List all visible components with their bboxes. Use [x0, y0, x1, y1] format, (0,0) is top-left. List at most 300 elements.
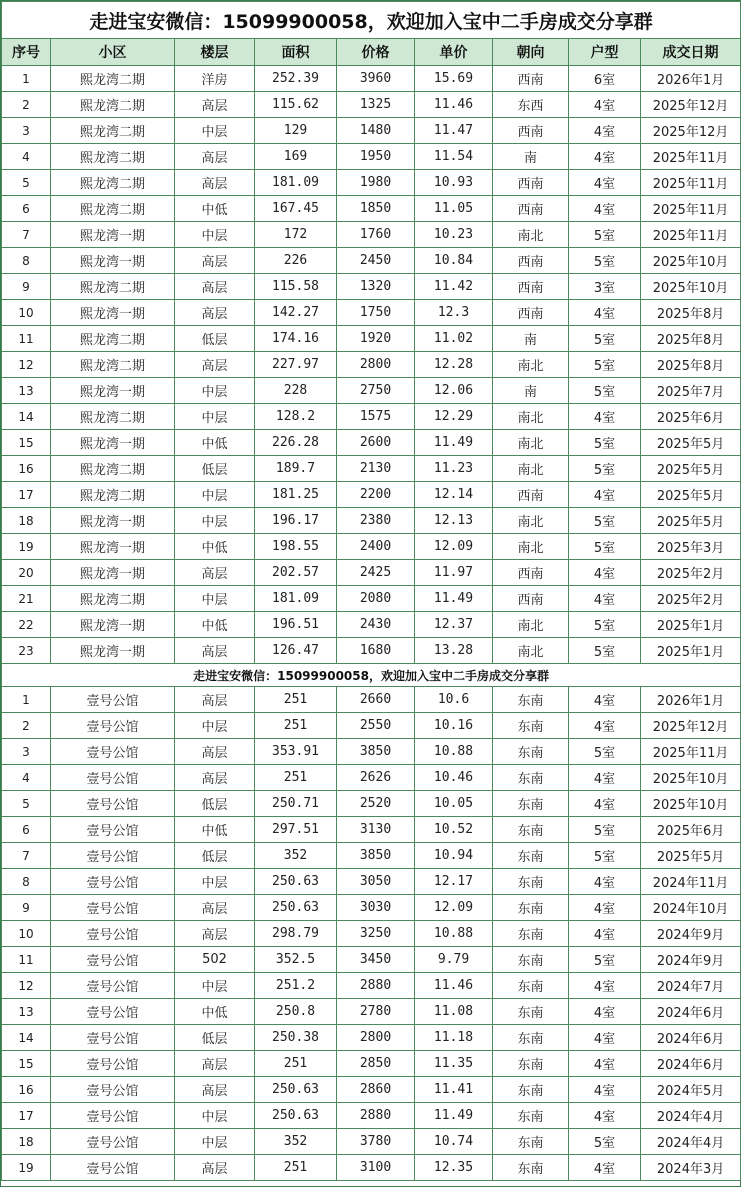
cell-layout[interactable]: 4室 — [569, 1051, 641, 1077]
table-row[interactable] — [2, 404, 741, 430]
cell-layout[interactable]: 5室 — [569, 843, 641, 869]
cell-index[interactable]: 6 — [2, 817, 51, 843]
cell-floor[interactable]: 502 — [175, 947, 255, 973]
cell-price[interactable]: 3250 — [337, 921, 415, 947]
cell-community[interactable]: 壹号公馆 — [51, 1025, 175, 1051]
cell-floor[interactable]: 低层 — [175, 791, 255, 817]
cell-community[interactable]: 壹号公馆 — [51, 713, 175, 739]
cell-floor[interactable]: 中层 — [175, 586, 255, 612]
cell-floor[interactable]: 中层 — [175, 222, 255, 248]
cell-layout[interactable]: 4室 — [569, 765, 641, 791]
cell-unit-price[interactable]: 11.05 — [415, 196, 493, 222]
cell-date[interactable]: 2025年5月 — [641, 430, 741, 456]
cell-area[interactable]: 167.45 — [255, 196, 337, 222]
cell-floor[interactable]: 高层 — [175, 1155, 255, 1181]
cell-price[interactable]: 2600 — [337, 430, 415, 456]
cell-layout[interactable]: 4室 — [569, 1155, 641, 1181]
cell-orientation[interactable]: 西南 — [493, 170, 569, 196]
cell-layout[interactable]: 5室 — [569, 817, 641, 843]
cell-orientation[interactable]: 东南 — [493, 713, 569, 739]
table-row[interactable] — [2, 118, 741, 144]
cell-layout[interactable]: 4室 — [569, 687, 641, 713]
cell-orientation[interactable]: 东南 — [493, 817, 569, 843]
cell-area[interactable]: 251 — [255, 687, 337, 713]
cell-date[interactable]: 2025年8月 — [641, 326, 741, 352]
table-row[interactable] — [2, 921, 741, 947]
cell-index[interactable]: 19 — [2, 1155, 51, 1181]
cell-orientation[interactable]: 南北 — [493, 404, 569, 430]
table-row[interactable] — [2, 248, 741, 274]
cell-date[interactable]: 2024年10月 — [641, 895, 741, 921]
cell-community[interactable]: 熙龙湾一期 — [51, 378, 175, 404]
table-row[interactable] — [2, 713, 741, 739]
cell-price[interactable]: 3850 — [337, 843, 415, 869]
table-row[interactable] — [2, 456, 741, 482]
cell-floor[interactable]: 高层 — [175, 352, 255, 378]
cell-orientation[interactable]: 东南 — [493, 1077, 569, 1103]
cell-index[interactable]: 18 — [2, 508, 51, 534]
cell-index[interactable]: 14 — [2, 1025, 51, 1051]
cell-floor[interactable]: 中低 — [175, 612, 255, 638]
cell-area[interactable]: 251 — [255, 765, 337, 791]
cell-layout[interactable]: 5室 — [569, 430, 641, 456]
table-row[interactable] — [2, 687, 741, 713]
cell-date[interactable]: 2025年2月 — [641, 586, 741, 612]
cell-unit-price[interactable]: 10.23 — [415, 222, 493, 248]
cell-price[interactable]: 3030 — [337, 895, 415, 921]
cell-layout[interactable]: 4室 — [569, 1025, 641, 1051]
cell-index[interactable]: 8 — [2, 248, 51, 274]
cell-area[interactable]: 196.17 — [255, 508, 337, 534]
cell-unit-price[interactable]: 13.28 — [415, 638, 493, 664]
cell-date[interactable]: 2025年11月 — [641, 739, 741, 765]
cell-orientation[interactable]: 东南 — [493, 765, 569, 791]
cell-orientation[interactable]: 东南 — [493, 1129, 569, 1155]
cell-unit-price[interactable]: 12.29 — [415, 404, 493, 430]
cell-layout[interactable]: 4室 — [569, 999, 641, 1025]
cell-layout[interactable]: 5室 — [569, 534, 641, 560]
cell-community[interactable]: 熙龙湾二期 — [51, 274, 175, 300]
cell-area[interactable]: 174.16 — [255, 326, 337, 352]
cell-area[interactable]: 297.51 — [255, 817, 337, 843]
cell-layout[interactable]: 4室 — [569, 170, 641, 196]
cell-unit-price[interactable]: 11.42 — [415, 274, 493, 300]
column-header[interactable]: 面积 — [255, 39, 337, 66]
cell-area[interactable]: 189.7 — [255, 456, 337, 482]
cell-community[interactable]: 熙龙湾一期 — [51, 508, 175, 534]
cell-area[interactable]: 250.71 — [255, 791, 337, 817]
cell-index[interactable]: 4 — [2, 765, 51, 791]
cell-price[interactable]: 2860 — [337, 1077, 415, 1103]
column-header[interactable]: 朝向 — [493, 39, 569, 66]
cell-community[interactable]: 熙龙湾二期 — [51, 326, 175, 352]
cell-unit-price[interactable]: 12.13 — [415, 508, 493, 534]
cell-index[interactable]: 11 — [2, 947, 51, 973]
cell-community[interactable]: 熙龙湾二期 — [51, 404, 175, 430]
cell-area[interactable]: 250.63 — [255, 1103, 337, 1129]
cell-date[interactable]: 2025年10月 — [641, 248, 741, 274]
cell-price[interactable]: 2850 — [337, 1051, 415, 1077]
cell-date[interactable]: 2025年10月 — [641, 765, 741, 791]
table-row[interactable] — [2, 222, 741, 248]
cell-layout[interactable]: 5室 — [569, 456, 641, 482]
cell-orientation[interactable]: 东南 — [493, 921, 569, 947]
cell-index[interactable]: 8 — [2, 869, 51, 895]
cell-community[interactable]: 熙龙湾二期 — [51, 170, 175, 196]
cell-community[interactable]: 熙龙湾一期 — [51, 222, 175, 248]
cell-date[interactable]: 2026年1月 — [641, 687, 741, 713]
cell-community[interactable]: 熙龙湾二期 — [51, 196, 175, 222]
cell-orientation[interactable]: 南 — [493, 144, 569, 170]
cell-floor[interactable]: 洋房 — [175, 66, 255, 92]
cell-community[interactable]: 熙龙湾一期 — [51, 430, 175, 456]
table-row[interactable] — [2, 144, 741, 170]
cell-community[interactable]: 熙龙湾一期 — [51, 534, 175, 560]
cell-floor[interactable]: 高层 — [175, 1051, 255, 1077]
table-row[interactable] — [2, 92, 741, 118]
cell-orientation[interactable]: 西南 — [493, 248, 569, 274]
cell-orientation[interactable]: 南北 — [493, 612, 569, 638]
cell-unit-price[interactable]: 10.16 — [415, 713, 493, 739]
cell-date[interactable]: 2025年5月 — [641, 456, 741, 482]
cell-index[interactable]: 11 — [2, 326, 51, 352]
cell-layout[interactable]: 4室 — [569, 895, 641, 921]
cell-unit-price[interactable]: 11.02 — [415, 326, 493, 352]
cell-orientation[interactable]: 东南 — [493, 843, 569, 869]
table-row[interactable] — [2, 869, 741, 895]
table-row[interactable] — [2, 817, 741, 843]
cell-date[interactable]: 2024年5月 — [641, 1077, 741, 1103]
cell-unit-price[interactable]: 10.6 — [415, 687, 493, 713]
table-row[interactable] — [2, 895, 741, 921]
cell-price[interactable]: 2800 — [337, 1025, 415, 1051]
cell-index[interactable]: 1 — [2, 66, 51, 92]
cell-orientation[interactable]: 东南 — [493, 739, 569, 765]
cell-unit-price[interactable]: 9.79 — [415, 947, 493, 973]
cell-index[interactable]: 13 — [2, 378, 51, 404]
cell-floor[interactable]: 高层 — [175, 560, 255, 586]
cell-area[interactable]: 250.38 — [255, 1025, 337, 1051]
cell-orientation[interactable]: 东南 — [493, 869, 569, 895]
cell-price[interactable]: 2880 — [337, 973, 415, 999]
table-row[interactable] — [2, 560, 741, 586]
cell-area[interactable]: 251 — [255, 713, 337, 739]
cell-index[interactable]: 7 — [2, 222, 51, 248]
cell-area[interactable]: 181.25 — [255, 482, 337, 508]
cell-layout[interactable]: 4室 — [569, 973, 641, 999]
cell-floor[interactable]: 中低 — [175, 817, 255, 843]
cell-date[interactable]: 2025年8月 — [641, 300, 741, 326]
cell-area[interactable]: 250.63 — [255, 895, 337, 921]
cell-date[interactable]: 2025年12月 — [641, 118, 741, 144]
cell-layout[interactable]: 5室 — [569, 739, 641, 765]
cell-floor[interactable]: 低层 — [175, 326, 255, 352]
cell-date[interactable]: 2025年1月 — [641, 638, 741, 664]
cell-floor[interactable]: 中层 — [175, 869, 255, 895]
cell-date[interactable]: 2024年11月 — [641, 869, 741, 895]
column-header[interactable]: 价格 — [337, 39, 415, 66]
cell-unit-price[interactable]: 12.35 — [415, 1155, 493, 1181]
cell-index[interactable]: 6 — [2, 196, 51, 222]
cell-community[interactable]: 熙龙湾二期 — [51, 352, 175, 378]
cell-floor[interactable]: 低层 — [175, 1025, 255, 1051]
cell-area[interactable]: 142.27 — [255, 300, 337, 326]
cell-layout[interactable]: 4室 — [569, 713, 641, 739]
cell-layout[interactable]: 4室 — [569, 144, 641, 170]
cell-floor[interactable]: 中低 — [175, 196, 255, 222]
cell-orientation[interactable]: 东南 — [493, 895, 569, 921]
table-row[interactable] — [2, 843, 741, 869]
cell-unit-price[interactable]: 11.46 — [415, 92, 493, 118]
cell-floor[interactable]: 高层 — [175, 638, 255, 664]
cell-price[interactable]: 3960 — [337, 66, 415, 92]
cell-unit-price[interactable]: 11.18 — [415, 1025, 493, 1051]
column-header[interactable]: 成交日期 — [641, 39, 741, 66]
cell-unit-price[interactable]: 12.09 — [415, 895, 493, 921]
cell-orientation[interactable]: 东南 — [493, 973, 569, 999]
cell-floor[interactable]: 中层 — [175, 404, 255, 430]
cell-layout[interactable]: 4室 — [569, 560, 641, 586]
cell-area[interactable]: 251.2 — [255, 973, 337, 999]
cell-community[interactable]: 熙龙湾二期 — [51, 118, 175, 144]
cell-floor[interactable]: 高层 — [175, 170, 255, 196]
cell-index[interactable]: 18 — [2, 1129, 51, 1155]
cell-layout[interactable]: 5室 — [569, 612, 641, 638]
cell-community[interactable]: 熙龙湾一期 — [51, 300, 175, 326]
cell-unit-price[interactable]: 10.74 — [415, 1129, 493, 1155]
cell-index[interactable]: 23 — [2, 638, 51, 664]
cell-layout[interactable]: 5室 — [569, 352, 641, 378]
cell-community[interactable]: 熙龙湾二期 — [51, 586, 175, 612]
cell-date[interactable]: 2025年11月 — [641, 170, 741, 196]
cell-price[interactable]: 1325 — [337, 92, 415, 118]
cell-orientation[interactable]: 东南 — [493, 687, 569, 713]
cell-orientation[interactable]: 东南 — [493, 1051, 569, 1077]
cell-price[interactable]: 2800 — [337, 352, 415, 378]
cell-floor[interactable]: 高层 — [175, 739, 255, 765]
column-header[interactable]: 序号 — [2, 39, 51, 66]
cell-orientation[interactable]: 西南 — [493, 66, 569, 92]
cell-area[interactable]: 228 — [255, 378, 337, 404]
cell-unit-price[interactable]: 11.41 — [415, 1077, 493, 1103]
cell-orientation[interactable]: 西南 — [493, 300, 569, 326]
cell-community[interactable]: 熙龙湾二期 — [51, 144, 175, 170]
cell-area[interactable]: 353.91 — [255, 739, 337, 765]
cell-area[interactable]: 250.63 — [255, 869, 337, 895]
cell-price[interactable]: 1760 — [337, 222, 415, 248]
cell-orientation[interactable]: 东南 — [493, 1103, 569, 1129]
cell-community[interactable]: 熙龙湾二期 — [51, 66, 175, 92]
table-row[interactable] — [2, 1051, 741, 1077]
table-row[interactable] — [2, 1077, 741, 1103]
cell-price[interactable]: 2626 — [337, 765, 415, 791]
cell-community[interactable]: 壹号公馆 — [51, 947, 175, 973]
cell-unit-price[interactable]: 11.46 — [415, 973, 493, 999]
cell-floor[interactable]: 高层 — [175, 92, 255, 118]
cell-unit-price[interactable]: 11.49 — [415, 586, 493, 612]
cell-price[interactable]: 1920 — [337, 326, 415, 352]
cell-index[interactable]: 2 — [2, 92, 51, 118]
cell-index[interactable]: 12 — [2, 352, 51, 378]
table-row[interactable] — [2, 947, 741, 973]
cell-unit-price[interactable]: 10.88 — [415, 739, 493, 765]
cell-floor[interactable]: 高层 — [175, 687, 255, 713]
cell-community[interactable]: 壹号公馆 — [51, 687, 175, 713]
cell-floor[interactable]: 高层 — [175, 921, 255, 947]
cell-layout[interactable]: 5室 — [569, 378, 641, 404]
cell-floor[interactable]: 高层 — [175, 895, 255, 921]
cell-layout[interactable]: 5室 — [569, 638, 641, 664]
cell-index[interactable]: 3 — [2, 739, 51, 765]
cell-orientation[interactable]: 东南 — [493, 791, 569, 817]
cell-floor[interactable]: 中层 — [175, 1129, 255, 1155]
cell-area[interactable]: 115.58 — [255, 274, 337, 300]
cell-date[interactable]: 2025年6月 — [641, 817, 741, 843]
cell-orientation[interactable]: 南北 — [493, 352, 569, 378]
table-row[interactable] — [2, 508, 741, 534]
cell-index[interactable]: 12 — [2, 973, 51, 999]
cell-date[interactable]: 2025年2月 — [641, 560, 741, 586]
cell-price[interactable]: 2780 — [337, 999, 415, 1025]
table-row[interactable] — [2, 791, 741, 817]
cell-layout[interactable]: 4室 — [569, 791, 641, 817]
table-row[interactable] — [2, 300, 741, 326]
cell-community[interactable]: 壹号公馆 — [51, 1077, 175, 1103]
cell-price[interactable]: 2660 — [337, 687, 415, 713]
cell-community[interactable]: 壹号公馆 — [51, 817, 175, 843]
cell-layout[interactable]: 4室 — [569, 300, 641, 326]
cell-date[interactable]: 2025年11月 — [641, 196, 741, 222]
cell-unit-price[interactable]: 12.17 — [415, 869, 493, 895]
cell-floor[interactable]: 高层 — [175, 300, 255, 326]
cell-index[interactable]: 17 — [2, 1103, 51, 1129]
table-row[interactable] — [2, 1025, 741, 1051]
cell-price[interactable]: 3780 — [337, 1129, 415, 1155]
cell-index[interactable]: 22 — [2, 612, 51, 638]
cell-layout[interactable]: 5室 — [569, 248, 641, 274]
cell-area[interactable]: 252.39 — [255, 66, 337, 92]
cell-area[interactable]: 126.47 — [255, 638, 337, 664]
cell-date[interactable]: 2025年3月 — [641, 534, 741, 560]
cell-index[interactable]: 3 — [2, 118, 51, 144]
cell-date[interactable]: 2025年5月 — [641, 482, 741, 508]
cell-date[interactable]: 2024年3月 — [641, 1155, 741, 1181]
cell-date[interactable]: 2024年4月 — [641, 1103, 741, 1129]
cell-orientation[interactable]: 东南 — [493, 999, 569, 1025]
cell-date[interactable]: 2025年10月 — [641, 274, 741, 300]
cell-index[interactable]: 14 — [2, 404, 51, 430]
cell-area[interactable]: 298.79 — [255, 921, 337, 947]
cell-price[interactable]: 1680 — [337, 638, 415, 664]
cell-orientation[interactable]: 西南 — [493, 560, 569, 586]
cell-area[interactable]: 226 — [255, 248, 337, 274]
cell-index[interactable]: 10 — [2, 300, 51, 326]
cell-orientation[interactable]: 南北 — [493, 508, 569, 534]
cell-area[interactable]: 196.51 — [255, 612, 337, 638]
table-row[interactable] — [2, 378, 741, 404]
cell-price[interactable]: 3050 — [337, 869, 415, 895]
cell-date[interactable]: 2025年10月 — [641, 791, 741, 817]
cell-date[interactable]: 2025年5月 — [641, 843, 741, 869]
cell-layout[interactable]: 6室 — [569, 66, 641, 92]
cell-price[interactable]: 3130 — [337, 817, 415, 843]
cell-community[interactable]: 壹号公馆 — [51, 1129, 175, 1155]
cell-unit-price[interactable]: 12.09 — [415, 534, 493, 560]
cell-layout[interactable]: 4室 — [569, 586, 641, 612]
cell-orientation[interactable]: 南北 — [493, 638, 569, 664]
cell-community[interactable]: 熙龙湾二期 — [51, 482, 175, 508]
cell-date[interactable]: 2025年5月 — [641, 508, 741, 534]
cell-area[interactable]: 352.5 — [255, 947, 337, 973]
cell-community[interactable]: 壹号公馆 — [51, 1051, 175, 1077]
cell-floor[interactable]: 中层 — [175, 118, 255, 144]
cell-community[interactable]: 壹号公馆 — [51, 921, 175, 947]
cell-index[interactable]: 9 — [2, 274, 51, 300]
cell-price[interactable]: 1850 — [337, 196, 415, 222]
cell-orientation[interactable]: 西南 — [493, 586, 569, 612]
cell-unit-price[interactable]: 12.37 — [415, 612, 493, 638]
cell-index[interactable]: 4 — [2, 144, 51, 170]
cell-layout[interactable]: 4室 — [569, 921, 641, 947]
cell-unit-price[interactable]: 10.05 — [415, 791, 493, 817]
cell-community[interactable]: 壹号公馆 — [51, 973, 175, 999]
cell-layout[interactable]: 4室 — [569, 482, 641, 508]
cell-floor[interactable]: 高层 — [175, 274, 255, 300]
cell-date[interactable]: 2025年7月 — [641, 378, 741, 404]
cell-date[interactable]: 2025年11月 — [641, 222, 741, 248]
cell-price[interactable]: 2750 — [337, 378, 415, 404]
cell-area[interactable]: 202.57 — [255, 560, 337, 586]
cell-orientation[interactable]: 东南 — [493, 1155, 569, 1181]
cell-index[interactable]: 16 — [2, 1077, 51, 1103]
cell-date[interactable]: 2025年12月 — [641, 92, 741, 118]
cell-area[interactable]: 198.55 — [255, 534, 337, 560]
cell-unit-price[interactable]: 11.54 — [415, 144, 493, 170]
cell-unit-price[interactable]: 10.46 — [415, 765, 493, 791]
cell-index[interactable]: 10 — [2, 921, 51, 947]
cell-layout[interactable]: 4室 — [569, 404, 641, 430]
cell-unit-price[interactable]: 10.94 — [415, 843, 493, 869]
cell-date[interactable]: 2024年4月 — [641, 1129, 741, 1155]
cell-unit-price[interactable]: 12.06 — [415, 378, 493, 404]
cell-price[interactable]: 2550 — [337, 713, 415, 739]
cell-orientation[interactable]: 南北 — [493, 456, 569, 482]
cell-floor[interactable]: 中层 — [175, 378, 255, 404]
cell-unit-price[interactable]: 11.47 — [415, 118, 493, 144]
cell-unit-price[interactable]: 12.3 — [415, 300, 493, 326]
cell-layout[interactable]: 3室 — [569, 274, 641, 300]
cell-orientation[interactable]: 西南 — [493, 274, 569, 300]
cell-price[interactable]: 1750 — [337, 300, 415, 326]
cell-index[interactable]: 15 — [2, 430, 51, 456]
cell-area[interactable]: 181.09 — [255, 170, 337, 196]
table-row[interactable] — [2, 170, 741, 196]
cell-layout[interactable]: 5室 — [569, 947, 641, 973]
cell-layout[interactable]: 4室 — [569, 1077, 641, 1103]
cell-date[interactable]: 2024年9月 — [641, 921, 741, 947]
cell-orientation[interactable]: 南 — [493, 378, 569, 404]
cell-area[interactable]: 352 — [255, 843, 337, 869]
cell-unit-price[interactable]: 12.14 — [415, 482, 493, 508]
cell-floor[interactable]: 中低 — [175, 999, 255, 1025]
cell-date[interactable]: 2024年6月 — [641, 999, 741, 1025]
cell-price[interactable]: 2520 — [337, 791, 415, 817]
cell-index[interactable]: 15 — [2, 1051, 51, 1077]
cell-layout[interactable]: 4室 — [569, 869, 641, 895]
table-row[interactable] — [2, 534, 741, 560]
table-row[interactable] — [2, 66, 741, 92]
cell-area[interactable]: 250.8 — [255, 999, 337, 1025]
